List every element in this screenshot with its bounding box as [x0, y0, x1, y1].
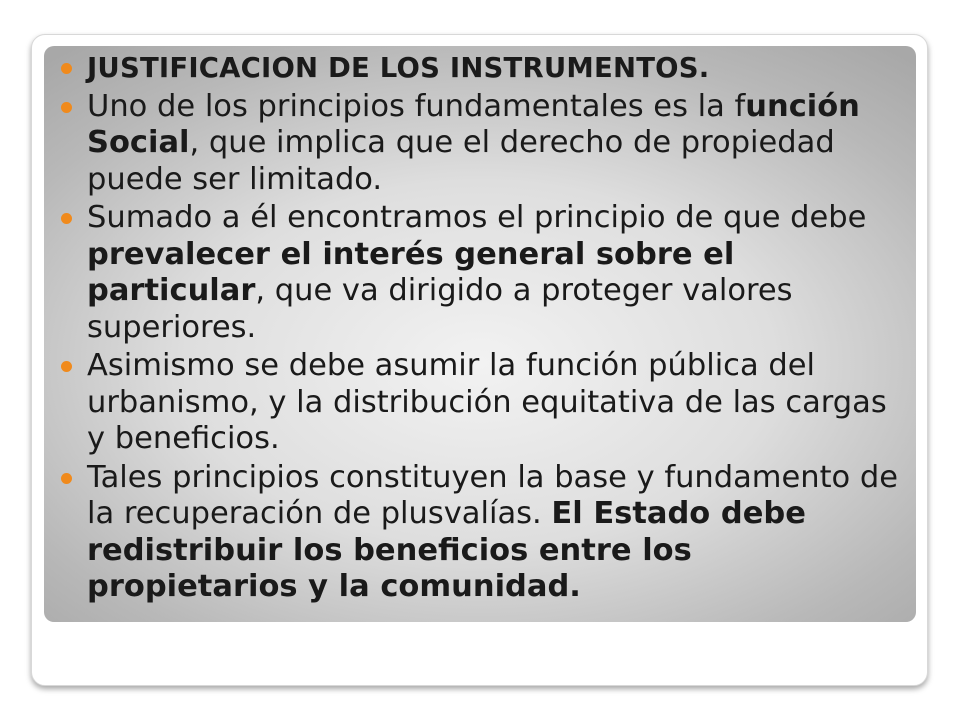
bullet-dot-icon	[61, 102, 72, 113]
bullet-text: , que implica que el derecho de propiedad puede ser limitado.	[87, 125, 835, 197]
slide-heading: JUSTIFICACION DE LOS INSTRUMENTOS.	[87, 52, 710, 84]
bullet-dot-icon	[61, 361, 72, 372]
bullet-text: Sumado a él encontramos el principio de que debe	[87, 200, 867, 235]
bullet-dot-icon	[61, 213, 72, 224]
bullet-dot-icon	[61, 63, 72, 74]
bullet-item-title	[60, 50, 900, 87]
bullet-dot-icon	[61, 473, 72, 484]
bullet-emphasis: unción Social	[87, 88, 860, 160]
bullet-emphasis: prevalecer el interés general sobre el particular	[87, 236, 735, 308]
bullet-text: Uno de los principios fundamentales es la f	[87, 88, 746, 124]
bullet-text: , que va dirigido a proteger valores superiores.	[87, 273, 793, 345]
bullet-list	[60, 50, 900, 608]
bullet-item-funcion-social	[60, 89, 900, 199]
bullet-item-plusvalias	[60, 460, 900, 606]
bullet-text: Tales principios constituyen la base y fundamento de la recuperación de plusvalías.	[87, 459, 899, 531]
bullet-item-funcion-publica	[60, 348, 900, 458]
bullet-item-interes-general	[60, 200, 900, 346]
bullet-text: Asimismo se debe asumir la función pública del urbanismo, y la distribución equitativa de las cargas y beneficios.	[87, 348, 887, 456]
bullet-emphasis: El Estado debe redistribuir los beneficios entre los propietarios y la comunidad.	[87, 496, 806, 604]
